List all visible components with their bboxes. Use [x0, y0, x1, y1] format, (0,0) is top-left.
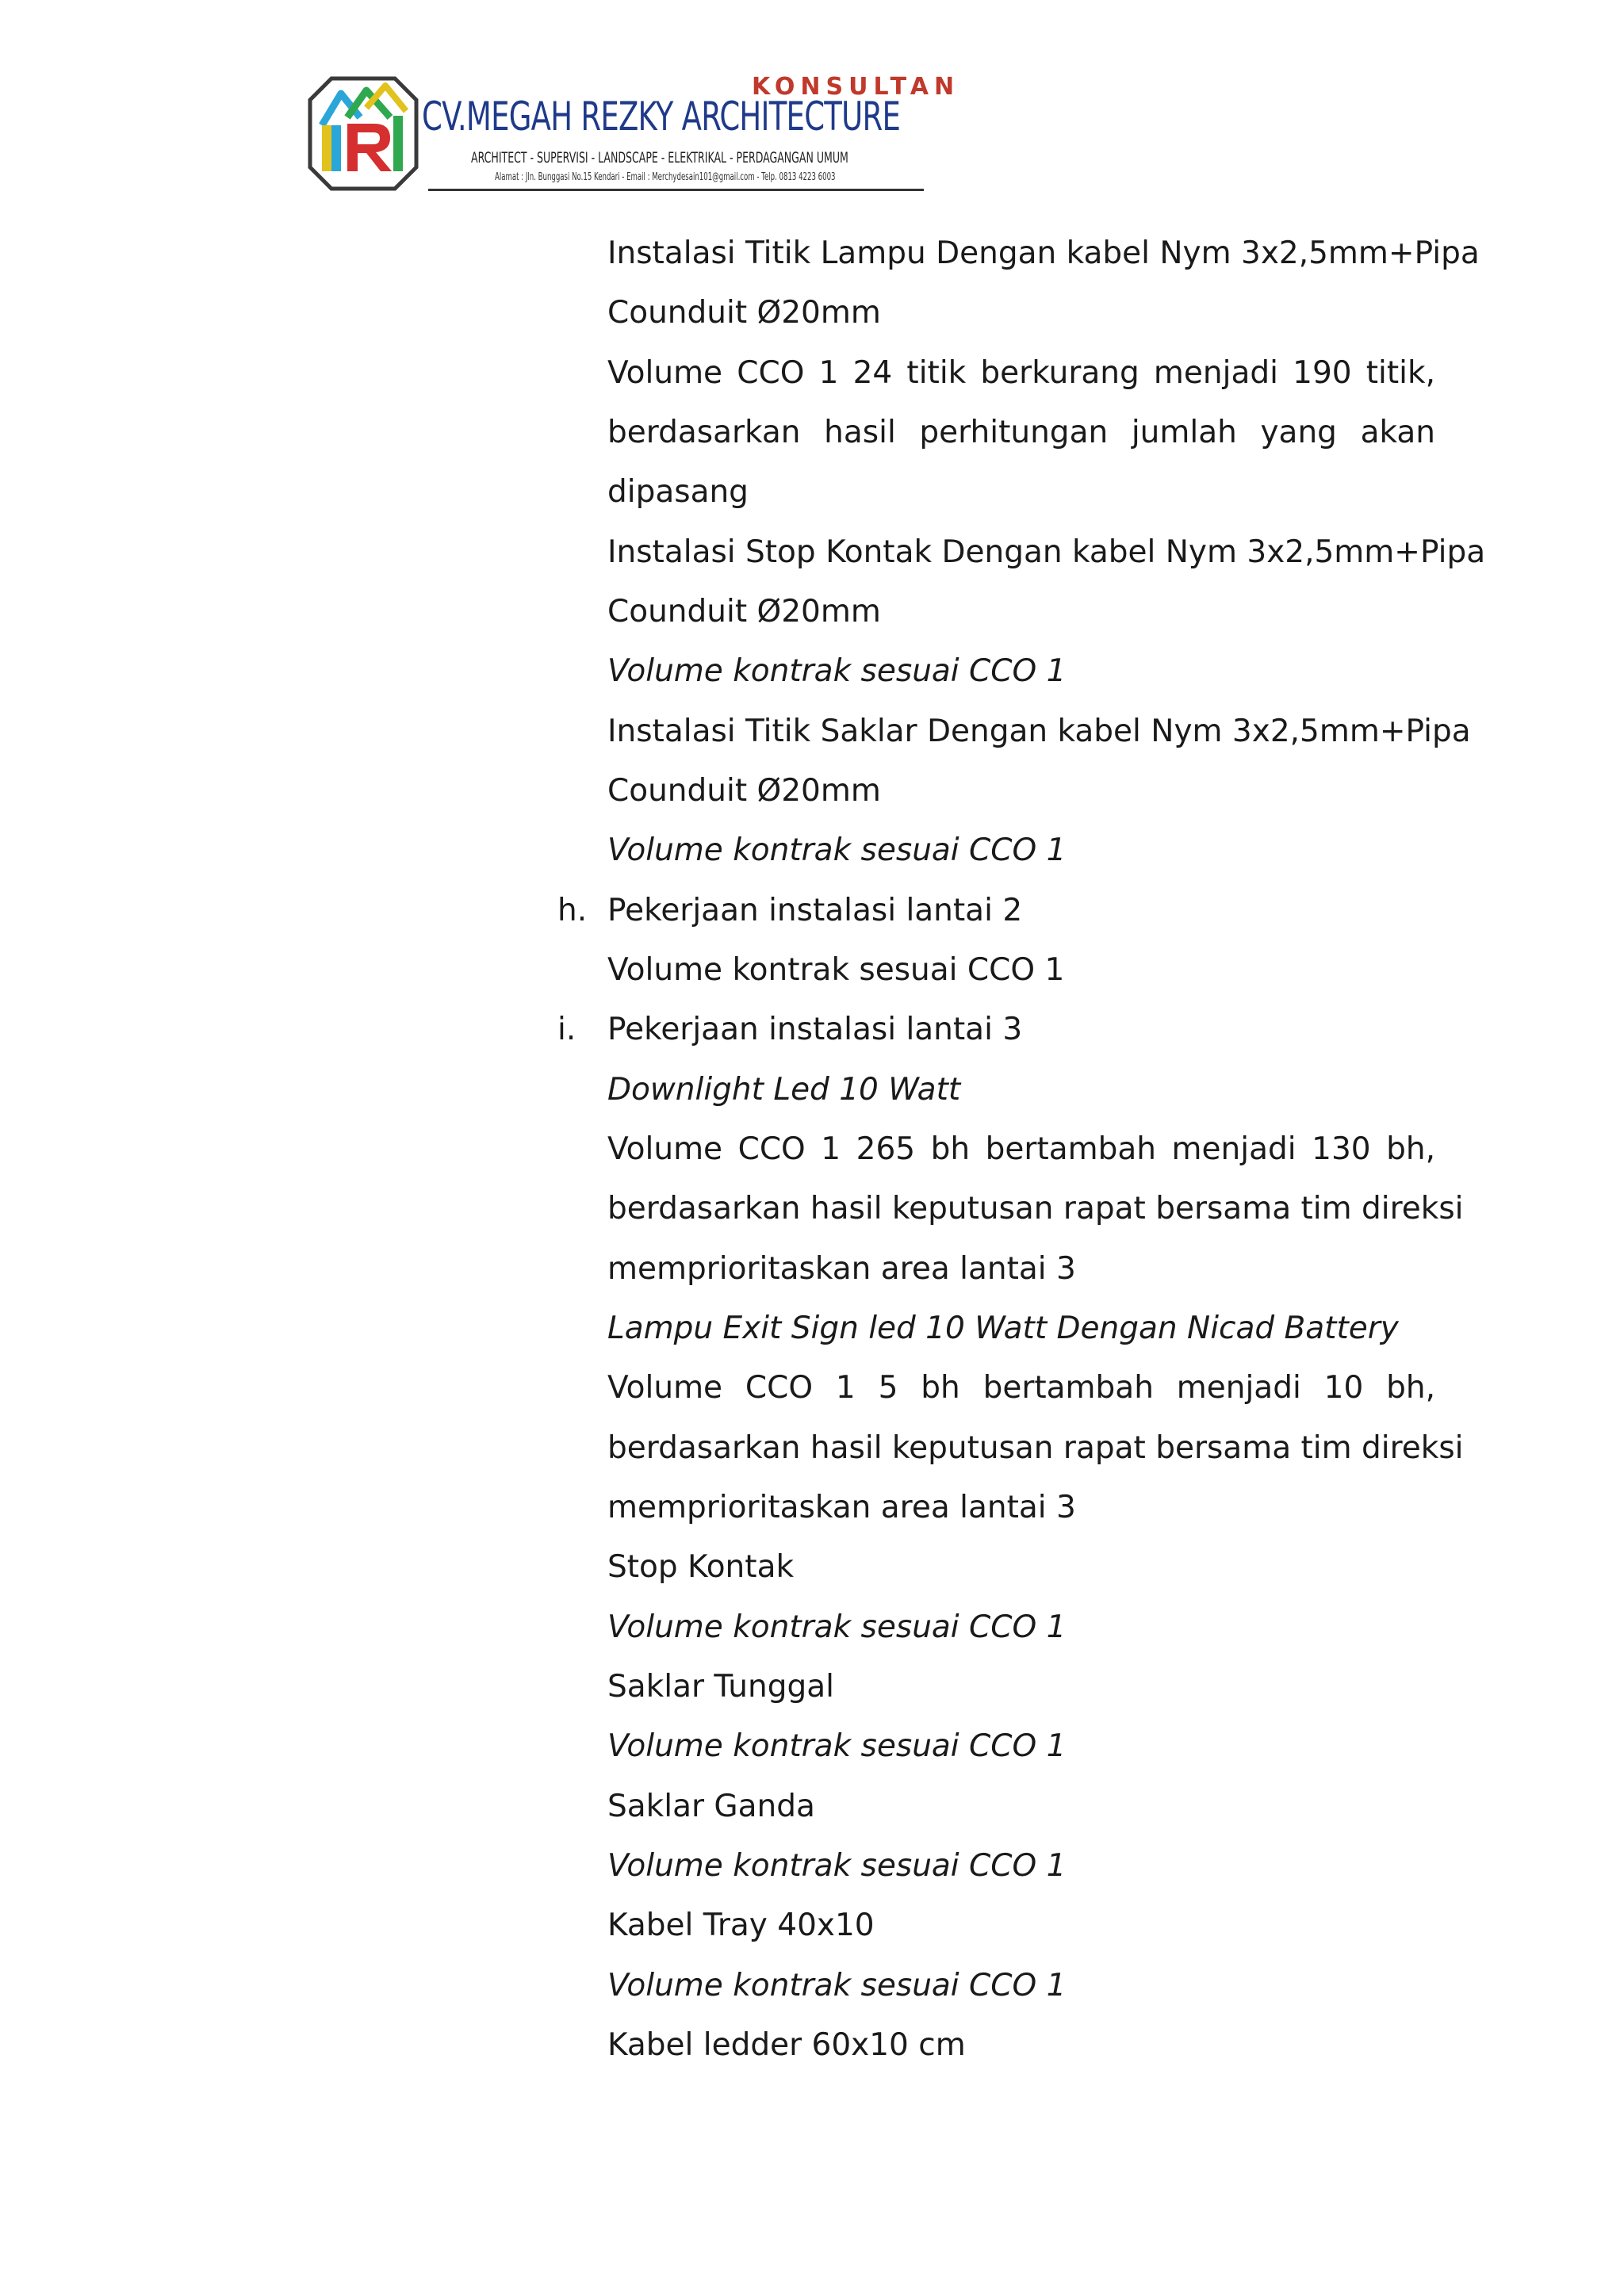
item-kabeltray-title: Kabel Tray 40x10 — [607, 1908, 875, 1943]
item-downlight-title: Downlight Led 10 Watt — [607, 1072, 961, 1108]
item-stopkontak3-title: Stop Kontak — [607, 1549, 795, 1585]
item-downlight-volume-1: Volume CCO 1 265 bh bertambah menjadi 130 bh, — [607, 1131, 1435, 1167]
item-downlight-volume-2: berdasarkan hasil keputusan rapat bersama tim direksi — [607, 1191, 1464, 1226]
item-stopkontak3-volume: Volume kontrak sesuai CCO 1 — [607, 1609, 1067, 1645]
item-lampu-volume-1: Volume CCO 1 24 titik berkurang menjadi 190 titik, — [607, 355, 1435, 391]
section-i-title: Pekerjaan instalasi lantai 3 — [607, 1012, 1023, 1047]
item-saklar-title-1: Instalasi Titik Saklar Dengan kabel Nym 3x2,5mm+Pipa — [607, 714, 1471, 749]
letterhead — [308, 73, 960, 200]
list-marker-h: h. — [557, 893, 588, 928]
section-h-title: Pekerjaan instalasi lantai 2 — [607, 893, 1023, 928]
item-saklartunggal-title: Saklar Tunggal — [607, 1669, 834, 1705]
item-stopkontak-volume: Volume kontrak sesuai CCO 1 — [607, 653, 1067, 689]
item-lampu-volume-2: berdasarkan hasil perhitungan jumlah yang akan — [607, 415, 1435, 450]
item-exitsign-volume-2: berdasarkan hasil keputusan rapat bersama tim direksi — [607, 1430, 1464, 1466]
item-saklarganda-volume: Volume kontrak sesuai CCO 1 — [607, 1848, 1067, 1884]
item-lampu-title-1: Instalasi Titik Lampu Dengan kabel Nym 3x2,5mm+Pipa — [607, 235, 1480, 271]
item-saklarganda-title: Saklar Ganda — [607, 1789, 815, 1824]
item-kabelledder-title: Kabel ledder 60x10 cm — [607, 2027, 966, 2063]
company-logo-icon — [308, 76, 419, 191]
item-lampu-title-2: Counduit Ø20mm — [607, 295, 881, 331]
item-stopkontak-title-1: Instalasi Stop Kontak Dengan kabel Nym 3x2,5mm+Pipa — [607, 534, 1486, 570]
item-downlight-volume-3: memprioritaskan area lantai 3 — [607, 1251, 1076, 1287]
item-lampu-volume-3: dipasang — [607, 474, 749, 510]
company-services: ARCHITECT - SUPERVISI - LANDSCAPE - ELEKTRIKAL - PERDAGANGAN UMUM — [471, 149, 848, 166]
list-marker-i: i. — [557, 1012, 576, 1047]
item-saklartunggal-volume: Volume kontrak sesuai CCO 1 — [607, 1728, 1067, 1764]
item-exitsign-volume-3: memprioritaskan area lantai 3 — [607, 1490, 1076, 1525]
letterhead-divider — [428, 189, 924, 191]
item-saklar-volume: Volume kontrak sesuai CCO 1 — [607, 832, 1067, 868]
item-exitsign-volume-1: Volume CCO 1 5 bh bertambah menjadi 10 bh, — [607, 1370, 1435, 1406]
section-h-volume: Volume kontrak sesuai CCO 1 — [607, 952, 1065, 988]
company-address: Alamat : Jln. Bunggasi No.15 Kendari - Email : Merchydesain101@gmail.com - Telp. 0813 4223 6003 — [495, 171, 836, 183]
item-kabeltray-volume: Volume kontrak sesuai CCO 1 — [607, 1968, 1067, 2003]
item-saklar-title-2: Counduit Ø20mm — [607, 773, 881, 809]
company-name: CV.MEGAH REZKY ARCHITECTURE — [422, 94, 901, 140]
item-stopkontak-title-2: Counduit Ø20mm — [607, 594, 881, 629]
konsultan-label: KONSULTAN — [752, 73, 960, 101]
item-exitsign-title: Lampu Exit Sign led 10 Watt Dengan Nicad Battery — [607, 1311, 1399, 1346]
